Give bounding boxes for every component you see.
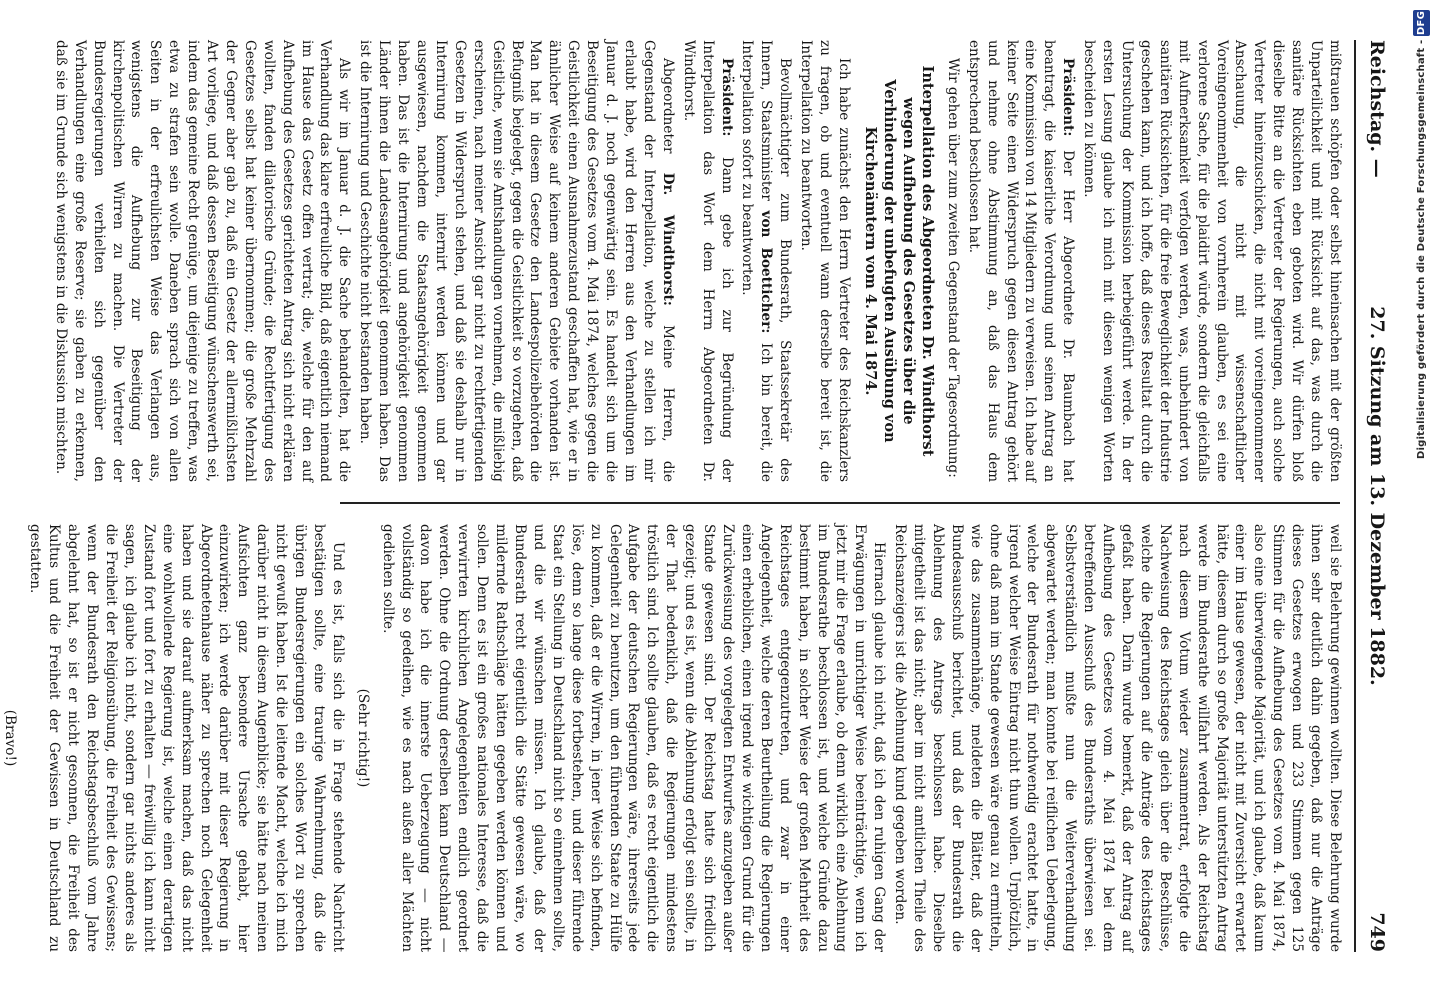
column-divider (340, 502, 1340, 504)
speaker-name: Präsident: (1060, 58, 1077, 137)
page-number: 749 (1366, 912, 1388, 952)
speech-text: Ich bin bereit, die Interpellation sofort zu beantworten. (739, 40, 775, 483)
dfg-logo-icon: DFG (1413, 10, 1430, 36)
left-column (52, 40, 1344, 483)
paragraph (355, 40, 676, 482)
digitization-credit (1411, 10, 1430, 459)
interjection: (Sehr richtig!) (354, 688, 371, 788)
credit-text: Digitalisierung gefördert durch die Deutsche Forschungsgemeinschaft - (1416, 39, 1427, 459)
speaker-name: Dr. Windthorst: (659, 172, 676, 306)
interjection: (Bravo!) (2, 709, 19, 767)
paragraph (679, 40, 736, 482)
paragraph: Hiernach glaube ich nicht, daß ich den ruhigen Gang der Erwägungen in unrichtiger Weise beeinträchtige, wenn ich jetzt mir die Frage erlaube, ob denn wirklich eine Ablehnung im Bundesrathe beschlossen ist, und welche Gründe dazu bestimmt haben, in solcher Weise der großen Mehrheit des Reichstages entgegenzutreten, und zwar in einer Angelegenheit, welche deren Beurtheilung die Regierungen einen erheblichen, einen irgend wie wichtigen Grund für die Zurückweisung des vorgelegten Entwurfes anzugeben außer Stande gewesen sind. Der Reichstag hatte sich friedlich gezeigt; und es ist, wenn die Ablehnung erfolgt sein sollte, in der That bedenklich, daß die Regierungen mindestens tröstlich sind. Ich sollte glauben, daß es recht eigentlich die Aufgabe der deutschen Regierungen wäre, ihrerseits jede Gelegenheit zu benutzen, um den führenden Staate zu Hülfe zu kommen, daß er die Wirren, in jener Weise sich befinden, löse, denn so lange diese fortbestehen, und dieser führende Staat ein Stellung in Deutschland nicht so einnehmen sollte, und die wir wünschen müssen. Ich glaube, daß der Bundesrath recht eigentlich die Stätte gewesen wäre, wo mildernde Rathschläge hätten gegeben werden können und sollen. Denn es ist ein großes nationales Interesse, daß die verwirrten kirchlichen Angelegenheiten endlich geordnet werden. Ohne die Ordnung derselben kann Deutschland ― davon habe ich die innerste Ueberzeugung ― nicht vollständig so gedeihen, wie es nach außen aller Mächten gediehen sollte. (379, 524, 888, 952)
paragraph: Und es ist, falls sich die in Frage stehende Nachricht bestätigen sollte, eine traurige Wahrnehmung, daß die übrigen Bundesregierungen ein solches Wort zu sprechen nicht gewußt haben. Ist die leitende Macht, welche ich mich darüber nicht in diesem Augenblicke; sie hätte nach meinen Aufsichten ganz besondere Ursache gehabt, hier einzuwirken; ich werde darüber mit dieser Regierung in Abgeordnetenhause näher zu sprechen noch Gelegenheit haben und sie darauf aufmerksam machen, daß das nicht eine wohlwollende Regierung ist, welche einen derartigen Zustand fort und fort zu erhalten ― freiwillig ich kann nicht sagen, ich glaube ich nicht, sondern gar nichts anderes als die Freiheit der Religionsübung, die Freiheit des Gewissens; wenn der Bundesrath den Reichstagsbeschluß vom Jahre abgelehnt hat, so ist er nicht gesonnen, die Freiheit des Kultus und die Freiheit der Gewissen in Deutschland zu gestatten. (27, 524, 346, 952)
header-left: Reichstag. — (1366, 40, 1388, 178)
speech-text: Abgeordneter (659, 58, 676, 154)
paragraph: mißtrauen schöpfen oder selbst hineinsachen mit der größten Unparteilichkeit und mit Rücksicht auf das, was durch die sanitäre Rücksichten eben geboten wird. Wir dürfen bloß dieselbe Bitte an die Vertreter der Regierungen, auch solche Vertreter hineinzuschicken, die nicht mit voreingenommener Anschauung, die nicht mit wissenschaftlicher Voreingenommenheit von vornherein glauben, es sei eine verlorene Sache, für die plaidirt würde, sondern die gleichfalls mit Aufmerksamkeit verfolgen werden, was, unbehindert von sanitären Rücksichten, für die freie Beweglichkeit der Industrie geschehen kann, und ich hoffe, daß dieses Resultat durch die Untersuchung der Kommission herbeigeführt werde. In der ersten Lesung glaube ich mich mit diesen wenigen Worten bescheiden zu können. (1081, 40, 1343, 482)
speaker-name: Präsident: (718, 58, 735, 137)
paragraph: Ich habe zunächst den Herrn Vertreter des Reichskanzlers zu fragen, ob und eventuell wann derselbe bereit ist, die Interpellation zu beantworten. (798, 40, 852, 482)
paragraph (738, 40, 795, 482)
speech-text: Der Herr Abgeordnete Dr. Baumbach hat beantragt, die kaiserliche Verordnung und seinen Antrag an eine Kommission von 14 Mitgliedern zu verweisen. Ich habe auf keiner Seite einen Widerspruch gegen diesen Antrag gehört und nehme ohne Abstimmung an, daß das Haus dem entsprechend beschlossen hat. (965, 40, 1077, 483)
speech-text: Bevollmächtigter zum Bundesrath, Staatssekretär des Innern, Staatsminister (758, 40, 794, 482)
paragraph: Wir gehen über zum zweiten Gegenstand der Tagesordnung: (944, 58, 961, 478)
page-header (1354, 40, 1392, 952)
speech-text: Dann gebe ich zur Begründung der Interpellation das Wort dem Herrn Abgeordneten Dr. Windthorst. (680, 40, 735, 482)
speaker-name: von Boetticher: (758, 210, 775, 334)
speech-text: Meine Herren, die Gegenstand der Interpellation, welche zu stellen ich mir erlaubt habe, wird den Herren aus den Verhandlungen im Januar d. J. noch gegenwärtig sein. Es handelt sich um die Beseitigung des Gesetzes vom 4. Mai 1874, welches gegen die Geistlichkeit einen Ausnahmezustand geschaffen hat, wie er in ähnlicher Weise auf keinem anderen Gebiete vorhanden ist. Man hat in diesem Gesetze den Landespolizeibehörden die Befugniß beigelegt, gegen die Geistlichkeit so vorzugehen, daß Geistliche, wenn sie Amtshandlungen vornehmen, die mißliebig erscheinen, nach meiner Ansicht gar nicht zu rechtfertigenden Gesetzen in Widerspruch stehen, und daß sie deshalb nur in Internirung kommen, internirt werden können und gar ausgewiesen, nachdem die Staatsangehörigkeit genommen haben. Das ist die Internirung und angehörigkeit genommen Länder ihnen die Landesangehörigkeit genommen haben. Das ist die Internirung und Geschichte nicht bestanden haben. (357, 40, 676, 482)
section-heading: Interpellation des Abgeordneten Dr. Windthorst wegen Aufhebung des Gesetzes über die Verhinderung der unbefugten Ausübung von Kirchenämtern vom 4. Mai 1874. (861, 65, 936, 457)
header-title: 27. Sitzung am 13. Dezember 1882. (1366, 306, 1388, 686)
paragraph (964, 40, 1077, 482)
paragraph: Als wir im Januar d. J. die Sache behandelten, hat die Verhandlung das klare erfreuliche Bild, daß eigentlich niemand im Hause das Gesetz offen vertrat; die, welche für den auf Aufhebung des Gesetzes gerichteten Antrag sich nicht erklären wollten, fanden dilatorische Gründe; die Rechtfertigung des Gesetzes selbst hat keiner übernommen; die große Mehrzahl der Gegner aber gab zu, daß ein Gesetz der allermißlichsten Art vorliege, und daß dessen Beseitigung wünschenswerth sei, indem das gemeine Recht genüge, um diejenige zu treffen, was etwa zu strafen sein wolle. Daneben sprach sich von allen Seiten in der erfreulichsten Weise das Verlangen aus, wenigstens die Aufhebung zur Beseitigung der kirchenpolitischen Wirren zu machen. Die Vertreter der Bundesregierungen verhielten sich gegenüber den Verhandlungen eine große Reserve; sie gaben zu erkennen, daß sie im Grunde sich wenigstens in die Diskussion mischten. (52, 40, 353, 482)
paragraph: weil sie Belehrung gewinnen wollten. Diese Belehrung wurde ihnen sehr deutlich dahin gegeben, daß nur die Anträge dieses Gesetzes erwogen und 233 Stimmen gegen 125 Stimmen für die Aufhebung des Gesetzes vom 4. Mai 1874, also eine überwiegende Majorität, und ich glaube, daß kaum einer im Hause gewesen, der nicht mit Zuversicht erwartet hätte, diesem durch so große Majorität unterstützten Antrag werde im Bundesrathe willfahrt werden. Als der Reichstag nach diesem Votum wieder zusammentrat, erfolgte die Nachweisung des Reichstages gleich über die Beschlüsse, welche die Regierungen auf die Anträge des Reichstages gefaßt haben. Darin wurde bemerkt, daß der Antrag auf Aufhebung des Gesetzes vom 4. Mai 1874 bei dem betreffenden Ausschuß des Bundesraths überwiesen sei. Selbstverständlich mußte nun die Weiterverhandlung abgewartet werden; man konnte bei reiflichen Ueberlegung, welche der Bundesrath für nothwendig erachtet hatte, in irgend welcher Weise Eintrag nicht thun wollen. Urplötzlich, ohne daß man im Stande gewesen wäre genau zu ermitteln, wie das zusammenhänge, meldeten die Blätter, daß der Bundesausschuß berichtet, und daß der Bundesrath die Ablehnung des Antrags beschlossen habe. Dieselbe mitgetheilt ist das nicht; aber im nicht amtlichen Theile des Reichsanzeigers ist die Ablehnung kund gegeben worden. (892, 524, 1343, 952)
right-column (2, 524, 1344, 952)
